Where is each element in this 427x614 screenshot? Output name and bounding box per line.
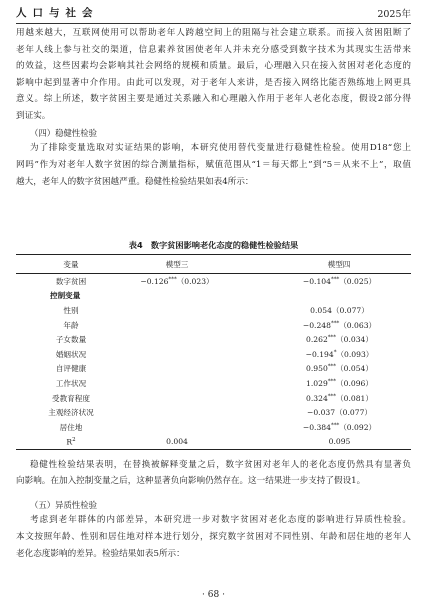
- model-3-r-squared: 0.004: [126, 435, 228, 450]
- model-4-cell: [228, 303, 411, 318]
- table-row: [16, 289, 411, 304]
- table-row: [16, 274, 411, 289]
- standard-error: （0.077）: [335, 408, 373, 418]
- coefficient-value: 0.054: [310, 305, 332, 315]
- significance-stars: ***: [327, 393, 337, 400]
- variable-name: 子女数量: [55, 335, 87, 345]
- text-line: 稳健性检验结果表明，在替换被解释变量之后，数字贫困对老年人的老化态度仍然具有显著负: [30, 460, 411, 470]
- text-line: 影响中起到显著中介作用。由此可以发现，对于老年人来讲，是否接入网络比能否熟练地上网更具: [16, 77, 411, 88]
- table-4: [16, 254, 411, 450]
- model-3-cell: [126, 347, 228, 362]
- coefficient-value: 0.324: [306, 393, 328, 403]
- significance-stars: ***: [330, 276, 340, 283]
- coefficient-value: 1.029: [306, 378, 328, 388]
- paragraph-robustness-result: [30, 457, 411, 474]
- column-header-model-4: 模型四: [228, 255, 411, 274]
- table-row: [16, 332, 411, 347]
- table-row: [16, 391, 411, 406]
- variable-name: 数字贫困: [55, 276, 87, 286]
- variable-name: 婚姻状况: [55, 349, 87, 359]
- text-line: 老化态度影响的差异。检验结果如表5所示：: [16, 548, 185, 559]
- table-row-r-squared: [16, 435, 411, 450]
- column-header-model-3: 模型三: [126, 255, 228, 274]
- model-4-cell: [228, 362, 411, 377]
- standard-error: （0.025）: [339, 276, 377, 286]
- model-3-cell: [126, 318, 228, 333]
- table-row: [16, 376, 411, 391]
- model-3-cell: [126, 405, 228, 420]
- model-4-cell: [228, 318, 411, 333]
- table-row: [16, 405, 411, 420]
- paragraph-robustness-result-cont: [16, 473, 411, 490]
- model-4-cell: [228, 347, 411, 362]
- issue-year: 2025年: [377, 9, 411, 20]
- variable-name: 主观经济状况: [48, 408, 94, 418]
- model-3-cell: [126, 376, 228, 391]
- text-line: 老年人线上参与社交的渠道，信息素养贫困使老年人并未充分感受到数字技术为其现实生活带来: [16, 44, 411, 55]
- coefficient-value: 0.950: [306, 364, 328, 374]
- paragraph-robustness-method: [30, 140, 411, 157]
- column-header-variable: 变量: [16, 255, 126, 274]
- text-line: 向影响。在加入控制变量之后，这种显著负向影响仍然存在。这一结果进一步支持了假设1。: [16, 476, 366, 486]
- table-body: [16, 274, 411, 450]
- coefficient-value: −0.384: [302, 422, 331, 432]
- text-line: 越大，老年人的数字贫困越严重。稳健性检验结果如表4所示：: [16, 176, 254, 187]
- model-4-cell: [228, 420, 411, 435]
- standard-error: （0.023）: [176, 276, 214, 286]
- table-4-caption: 表4 数字贫困影响老化态度的稳健性检验结果: [128, 240, 299, 250]
- model-4-cell: [228, 376, 411, 391]
- text-line: 意义。综上所述，数字贫困主要是通过关系融入和心理融入作用于老年人老化态度，假设2部分得: [16, 94, 411, 104]
- standard-error: （0.034）: [336, 335, 373, 345]
- text-line: 考虑到老年群体的内部差异，本研究进一步对数字贫困对老化态度的影响进行异质性检验。: [30, 515, 411, 525]
- paragraph-mediation-conclusion: [16, 25, 411, 124]
- table-row: [16, 420, 411, 435]
- coefficient-value: −0.104: [302, 276, 331, 286]
- table-row: [16, 362, 411, 377]
- significance-stars: ***: [330, 422, 340, 429]
- model-3-cell: [126, 362, 228, 377]
- significance-stars: ***: [327, 378, 337, 385]
- model-4-cell: [228, 274, 411, 289]
- coefficient-value: −0.194: [305, 349, 334, 359]
- text-line: 为了排除变量选取对实证结果的影响，本研究使用替代变量进行稳健性检验。使用D18“您上: [30, 143, 411, 153]
- model-4-cell: [228, 405, 411, 420]
- table-row: [16, 347, 411, 362]
- variable-name: 居住地: [59, 422, 83, 432]
- text-line: 本文按照年龄、性别和居住地对样本进行划分，探究数字贫困对不同性别、年龄和居住地的老年人: [16, 532, 411, 542]
- r-squared-exponent: 2: [72, 437, 76, 444]
- standard-error: （0.092）: [339, 422, 377, 432]
- standard-error: （0.054）: [336, 364, 373, 374]
- text-line: 用越来越大，互联网使用可以帮助老年人跨越空间上的阻隔与社会建立联系。而接入贫困阻断了: [16, 28, 411, 38]
- paragraph-heterogeneity: [30, 512, 411, 529]
- text-line: 到证实。: [16, 110, 51, 121]
- significance-stars: *: [333, 349, 337, 356]
- paragraph-heterogeneity-cont: [16, 529, 411, 562]
- variable-name: 性别: [63, 305, 79, 315]
- standard-error: （0.077）: [331, 305, 369, 315]
- significance-stars: ***: [168, 276, 177, 283]
- coefficient-value: −0.037: [306, 408, 336, 418]
- section-heading-heterogeneity: （五）异质性检验: [30, 500, 97, 510]
- standard-error: （0.093）: [336, 349, 374, 359]
- model-3-cell: [126, 420, 228, 435]
- text-line: 的效益，这些因素均会影响其社会网络的规模和质量。最后，心理融入只在接入贫困对老化态度的: [16, 61, 411, 71]
- model-4-r-squared: 0.095: [228, 435, 411, 450]
- standard-error: （0.081）: [336, 393, 373, 403]
- variable-name: 受教育程度: [52, 393, 90, 403]
- variable-name: [16, 435, 126, 450]
- journal-title: 人口与社会: [16, 7, 99, 19]
- header-rule: [16, 23, 411, 24]
- text-line: 网吗”作为对老年人数字贫困的综合测量指标，赋值范围从“1＝每天都上”到“5＝从来不上”，取值: [16, 160, 411, 170]
- table-header-row: [16, 255, 411, 274]
- running-header: [16, 5, 411, 21]
- variable-name: 年龄: [63, 320, 79, 330]
- significance-stars: ***: [330, 320, 340, 327]
- r-squared-label: R: [66, 437, 73, 447]
- group-label: 控制变量: [50, 291, 81, 301]
- coefficient-value: −0.248: [302, 320, 331, 330]
- model-3-cell: [126, 274, 228, 289]
- coefficient-value: −0.126: [140, 276, 169, 286]
- standard-error: （0.096）: [336, 378, 373, 388]
- model-3-cell: [126, 332, 228, 347]
- model-3-cell: [126, 303, 228, 318]
- model-4-cell: [228, 332, 411, 347]
- model-3-cell: [126, 391, 228, 406]
- page-number: · 68 ·: [202, 590, 225, 600]
- significance-stars: ***: [327, 363, 337, 370]
- model-4-cell: [228, 391, 411, 406]
- paragraph-robustness-method-cont: [16, 157, 411, 190]
- variable-name: 自评健康: [55, 364, 87, 374]
- table-row: [16, 318, 411, 333]
- section-heading-robustness: （四）稳健性检验: [30, 128, 97, 138]
- table-row: [16, 303, 411, 318]
- coefficient-value: 0.262: [306, 335, 328, 345]
- standard-error: （0.063）: [339, 320, 377, 330]
- significance-stars: ***: [327, 334, 337, 341]
- variable-name: 工作状况: [55, 378, 87, 388]
